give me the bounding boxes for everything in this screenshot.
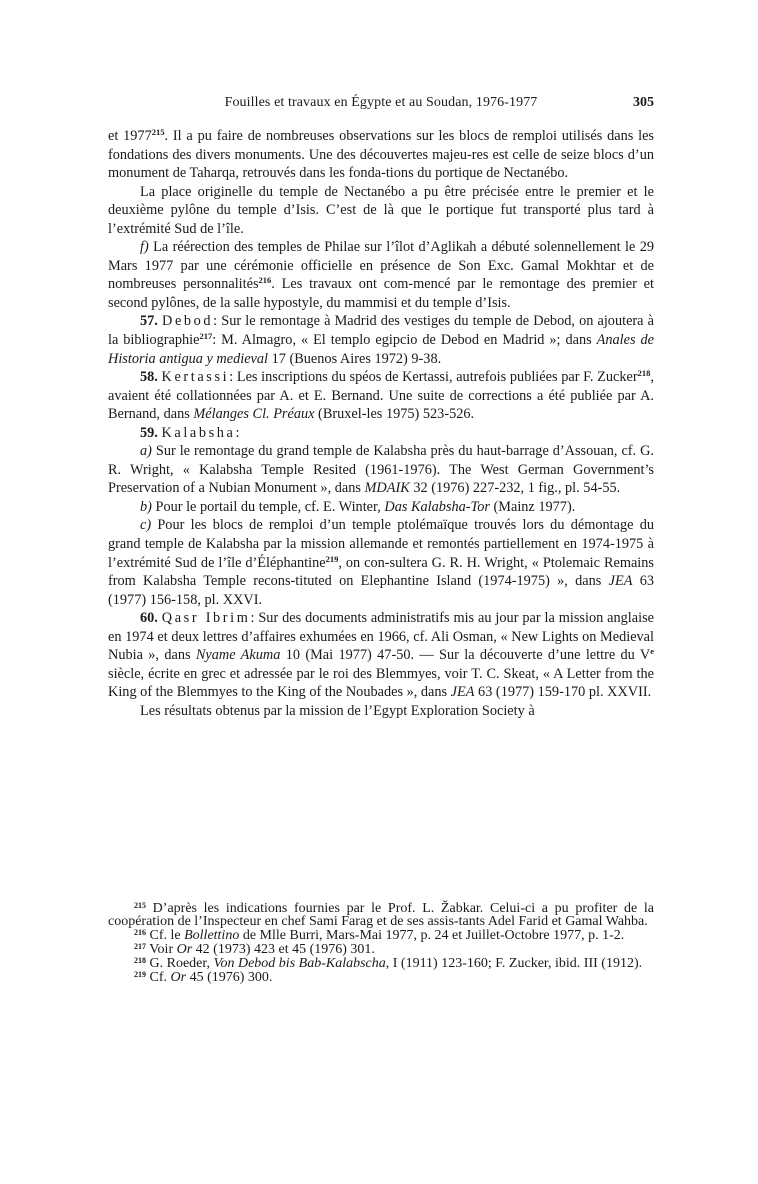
journal-title: JEA: [608, 573, 633, 590]
footnote-number: 217: [134, 942, 146, 951]
footnote-text: Cf.: [146, 970, 171, 985]
text: Sur le remontage du grand temple de Kalabsha près du haut-barrage d’Assouan, cf. G. R. Wright, « Kalabsha Temple Resited (1961-1976). The West German Government’s Preservation of a Nubian Monument », dans: [108, 443, 654, 497]
text: 10 (Mai 1977) 47-50. — Sur la découverte d’une lettre du V: [280, 647, 651, 664]
paragraph-1: [108, 127, 654, 183]
journal-title: MDAIK: [364, 480, 410, 497]
section-59-a: [108, 442, 654, 498]
text: : M. Almagro, « El templo egipcio de Debod en Madrid »; dans: [212, 332, 597, 349]
footnote-text: Cf. le: [146, 928, 185, 943]
book-title: Mélanges Cl. Préaux: [193, 406, 315, 423]
text: 63 (1977) 156-158, pl. XXVI.: [108, 573, 654, 608]
text: La réérection des temples de Philae sur l’îlot d’Aglikah a débuté solennellement le 29 Mars 1977 par une cérémonie officielle en présence de Son Exc. Gamal Mokhtar et de nombreuses personnalités: [108, 239, 654, 293]
item-mark: b): [140, 498, 152, 515]
footnote-title: Bollettino: [184, 928, 240, 943]
text: : Les inscriptions du spéos de Kertassi, autrefois publiées par F. Zucker: [229, 369, 638, 386]
item-mark: f): [140, 239, 149, 256]
footnote-218: [108, 957, 654, 970]
section-name: Qasr Ibrim: [161, 610, 251, 627]
text: :: [235, 424, 240, 441]
section-58: [108, 368, 654, 424]
footnote-number: 218: [134, 956, 146, 965]
footnote-text: 42 (1973) 423 et 45 (1976) 301.: [192, 942, 375, 957]
footnote-ref-217: 217: [199, 331, 213, 342]
text: (Bruxel-les 1975) 523-526.: [314, 406, 475, 423]
text: . Les travaux ont com-mencé par le remontage des premier et second pylônes, de la salle hypostyle, du mammisi et du temple d’Isis.: [108, 276, 654, 311]
text: : Sur le remontage à Madrid des vestiges du temple de Debod, on ajoutera à la bibliographie: [108, 313, 654, 349]
footnote-219: [108, 971, 654, 984]
footnote-ref-218: 218: [637, 368, 651, 379]
footnote-title: Or: [176, 942, 193, 957]
superscript: e: [650, 646, 655, 657]
text: (Mainz 1977).: [489, 498, 576, 515]
section-number: 57.: [140, 313, 158, 330]
paragraph-3: [108, 238, 654, 312]
footnote-number: 219: [134, 970, 146, 979]
footnote-text: , I (1911) 123-160; F. Zucker, ibid. III (1912).: [385, 956, 643, 971]
footnote-text: D’après les indications fournies par le Prof. L. Žabkar. Celui-ci a pu profiter de la coopération de l’Inspecteur en chef Sami Farag et de ses assis-tants Adel Farid et Gamal Wahba.: [108, 901, 654, 929]
footnote-217: [108, 943, 654, 956]
section-60: [108, 609, 654, 702]
footnote-title: Or: [170, 970, 187, 985]
footnote-number: 215: [134, 901, 146, 910]
text: . Il a pu faire de nombreuses observations sur les blocs de remploi utilisés dans les fondations des divers monuments. Une des découvertes majeu-res est celle de seize blocs d’un monument de Taharqa, retrouvés dans les fonda-tions du portique de Nectanébo.: [108, 128, 654, 182]
paragraph-last: Les résultats obtenus par la mission de l’Egypt Exploration Society à: [140, 702, 535, 719]
section-59-c: [108, 516, 654, 609]
section-number: 60.: [140, 610, 158, 627]
text: : Sur des documents administratifs mis au jour par la mission anglaise en 1974 et deux lettres d’affaires exhumées en 1966, cf. Ali Osman, « New Lights on Medieval Nubia », dans: [108, 610, 654, 664]
footnotes: [108, 902, 654, 985]
section-name: Kertassi: [161, 369, 230, 386]
footnote-text: Voir: [146, 942, 177, 957]
section-59: [108, 424, 654, 443]
section-59-b: [108, 498, 654, 517]
text: et 1977: [108, 128, 152, 144]
footnote-text: 45 (1976) 300.: [186, 970, 273, 985]
footnote-text: de Mlle Burri, Mars-Mai 1977, p. 24 et Juillet-Octobre 1977, p. 1-2.: [239, 928, 625, 943]
section-number: 59.: [140, 424, 158, 441]
item-mark: a): [140, 443, 152, 460]
body-text: [108, 127, 654, 721]
footnote-text: G. Roeder,: [146, 956, 214, 971]
item-mark: c): [140, 517, 152, 534]
text: 32 (1976) 227-232, 1 fig., pl. 54-55.: [409, 480, 621, 497]
book-title: Das Kalabsha-Tor: [384, 498, 490, 515]
footnote-number: 216: [134, 928, 146, 937]
text: , avaient été collationnées par A. et E. Bernand. Une suite de corrections a été publiée par A. Bernand, dans: [108, 369, 654, 423]
journal-title: JEA: [450, 684, 475, 701]
paragraph-2: La place originelle du temple de Nectanébo a pu être précisée entre le premier et le deuxième pylône du temple d’Isis. C’est de là que le portique fut transporté plus tard à l’extrémité Sud de l’île.: [108, 183, 654, 237]
journal-title: Nyame Akuma: [195, 647, 281, 664]
section-number: 58.: [140, 369, 158, 386]
running-header: [108, 95, 654, 115]
text: siècle, écrite en grec et adressée par le roi des Blemmyes, voir T. C. Skeat, « A Letter from the King of the Blemmyes to the King of the Noubades », dans: [108, 665, 654, 701]
section-name: Debod: [162, 313, 214, 330]
journal-title: Anales de Historia antigua y medieval: [108, 332, 654, 367]
section-name: Kalabsha: [161, 424, 236, 441]
text: 63 (1977) 159-170 pl. XXVII.: [474, 684, 652, 701]
text: Pour le portail du temple, cf. E. Winter,: [151, 498, 385, 515]
running-title: Fouilles et travaux en Égypte et au Soudan, 1976-1977: [224, 95, 538, 110]
footnote-ref-219: 219: [325, 553, 339, 564]
footnote-216: [108, 929, 654, 942]
section-57: [108, 312, 654, 368]
footnote-title: Von Debod bis Bab-Kalabscha: [213, 956, 386, 971]
text: , on con-sultera G. R. H. Wright, « Ptolemaic Remains from Kalabsha Temple recons-tituted on Elephantine Island (1974-1975) », dans: [108, 554, 654, 590]
footnote-215: [108, 902, 654, 928]
text: 17 (Buenos Aires 1972) 9-38.: [268, 350, 442, 367]
page-number: 305: [633, 95, 654, 110]
text: Pour les blocs de remploi d’un temple ptolémaïque trouvés lors du démontage du grand temple de Kalabsha par la mission allemande et remontés partiellement en 1974-1975 à l’extrémité Sud de l’île d’Éléphantine: [108, 517, 654, 571]
footnote-ref-216: 216: [258, 275, 272, 286]
footnote-ref-215: 215: [151, 127, 165, 137]
